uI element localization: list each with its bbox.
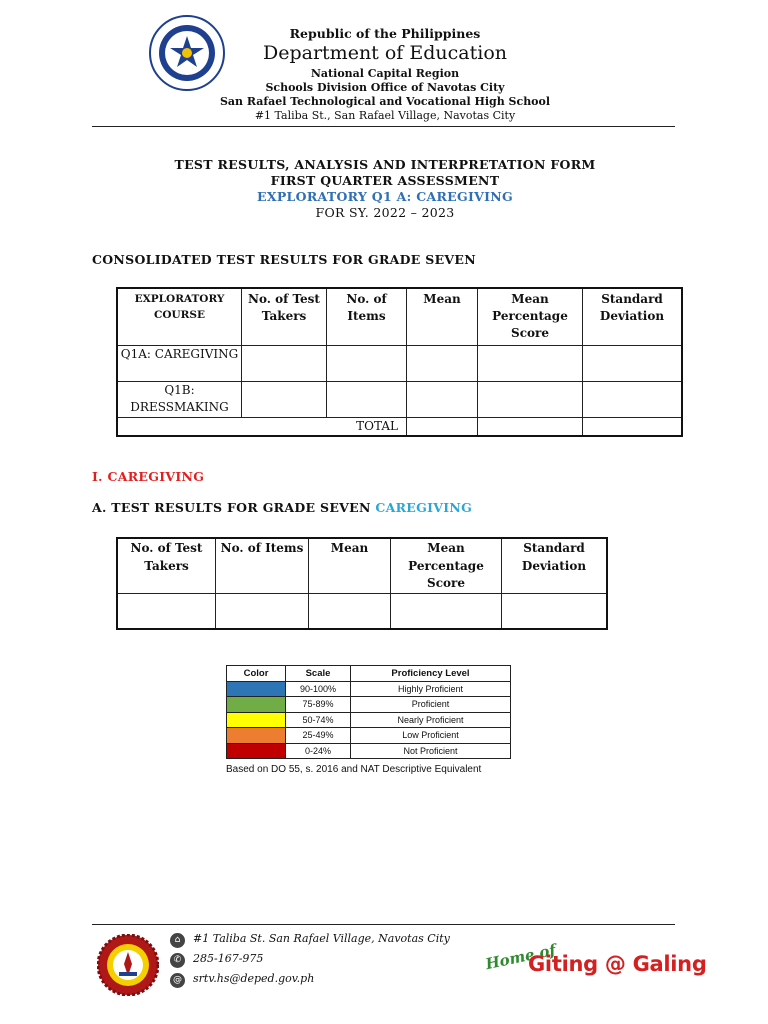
color-swatch	[227, 697, 286, 713]
color-swatch	[227, 712, 286, 728]
section-subheading	[92, 500, 472, 515]
column-header: No. of Items	[216, 538, 309, 593]
legend-row	[227, 697, 511, 713]
column-header: EXPLORATORY COURSE	[117, 288, 242, 345]
column-header: Standard Deviation	[583, 288, 683, 345]
empty-cell[interactable]	[502, 593, 608, 629]
form-course-title: EXPLORATORY Q1 A: CAREGIVING	[257, 189, 513, 204]
empty-cell[interactable]	[583, 381, 683, 417]
legend-row	[227, 728, 511, 744]
caregiving-results-table	[116, 537, 608, 630]
phone-icon: ✆	[170, 953, 185, 968]
empty-cell[interactable]	[407, 381, 478, 417]
legend-header: Color	[227, 666, 286, 682]
legend-level: Low Proficient	[351, 728, 511, 744]
color-swatch	[227, 681, 286, 697]
table-row	[117, 593, 607, 629]
empty-cell[interactable]	[309, 593, 391, 629]
header-department: Department of Education	[263, 42, 507, 64]
legend-scale: 50-74%	[286, 712, 351, 728]
course-cell: Q1A: CAREGIVING	[117, 345, 242, 381]
table-row	[117, 345, 682, 381]
column-header: Mean Percentage Score	[391, 538, 502, 593]
column-header: Standard Deviation	[502, 538, 608, 593]
home-icon: ⌂	[170, 933, 185, 948]
slogan: Giting @ Galing	[528, 952, 707, 976]
empty-cell[interactable]	[327, 381, 407, 417]
legend-note: Based on DO 55, s. 2016 and NAT Descriptive Equivalent	[226, 764, 482, 775]
email-icon: @	[170, 973, 185, 988]
legend-row	[227, 712, 511, 728]
legend-level: Highly Proficient	[351, 681, 511, 697]
header-divider	[92, 126, 675, 127]
legend-header: Scale	[286, 666, 351, 682]
legend-header: Proficiency Level	[351, 666, 511, 682]
table-row	[117, 381, 682, 417]
column-header: Mean	[309, 538, 391, 593]
legend-scale: 0-24%	[286, 743, 351, 759]
footer-phone: 285-167-975	[193, 952, 264, 965]
column-header: No. of Test Takers	[117, 538, 216, 593]
proficiency-legend	[226, 665, 511, 759]
empty-cell[interactable]	[478, 417, 583, 436]
course-cell: Q1B: DRESSMAKING	[117, 381, 242, 417]
column-header: No. of Test Takers	[242, 288, 327, 345]
empty-cell[interactable]	[391, 593, 502, 629]
footer-divider	[92, 924, 675, 925]
empty-cell[interactable]	[583, 417, 683, 436]
legend-level: Nearly Proficient	[351, 712, 511, 728]
total-row	[117, 417, 682, 436]
color-swatch	[227, 728, 286, 744]
column-header: Mean	[407, 288, 478, 345]
footer-email[interactable]: srtv.hs@deped.gov.ph	[193, 972, 315, 985]
empty-cell[interactable]	[216, 593, 309, 629]
legend-scale: 25-49%	[286, 728, 351, 744]
empty-cell[interactable]	[407, 345, 478, 381]
total-label: TOTAL	[117, 417, 407, 436]
empty-cell[interactable]	[242, 345, 327, 381]
form-school-year: FOR SY. 2022 – 2023	[315, 205, 455, 220]
empty-cell[interactable]	[583, 345, 683, 381]
subheading-highlight: CAREGIVING	[375, 500, 473, 515]
section-heading: I. CAREGIVING	[92, 469, 205, 484]
empty-cell[interactable]	[327, 345, 407, 381]
consolidated-results-table	[116, 287, 683, 437]
legend-scale: 90-100%	[286, 681, 351, 697]
empty-cell[interactable]	[407, 417, 478, 436]
empty-cell[interactable]	[478, 345, 583, 381]
header-school: San Rafael Technological and Vocational High School	[219, 95, 551, 108]
legend-level: Proficient	[351, 697, 511, 713]
empty-cell[interactable]	[117, 593, 216, 629]
subheading-prefix: A. TEST RESULTS FOR GRADE SEVEN	[92, 500, 376, 515]
header-region: National Capital Region	[310, 67, 460, 80]
empty-cell[interactable]	[242, 381, 327, 417]
footer-address: #1 Taliba St. San Rafael Village, Navotas City	[193, 932, 450, 945]
legend-scale: 75-89%	[286, 697, 351, 713]
column-header: No. of Items	[327, 288, 407, 345]
color-swatch	[227, 743, 286, 759]
column-header: Mean Percentage Score	[478, 288, 583, 345]
school-seal-logo	[97, 934, 159, 996]
legend-row	[227, 743, 511, 759]
form-subtitle: FIRST QUARTER ASSESSMENT	[270, 173, 500, 188]
header-address: #1 Taliba St., San Rafael Village, Navotas City	[254, 109, 516, 122]
header-division: Schools Division Office of Navotas City	[265, 81, 505, 94]
consolidated-heading: CONSOLIDATED TEST RESULTS FOR GRADE SEVEN	[92, 252, 476, 267]
legend-row	[227, 681, 511, 697]
empty-cell[interactable]	[478, 381, 583, 417]
form-title: TEST RESULTS, ANALYSIS AND INTERPRETATION FORM	[174, 157, 596, 172]
slogan-prefix: Home of	[483, 940, 558, 974]
header-republic: Republic of the Philippines	[289, 26, 481, 41]
legend-level: Not Proficient	[351, 743, 511, 759]
